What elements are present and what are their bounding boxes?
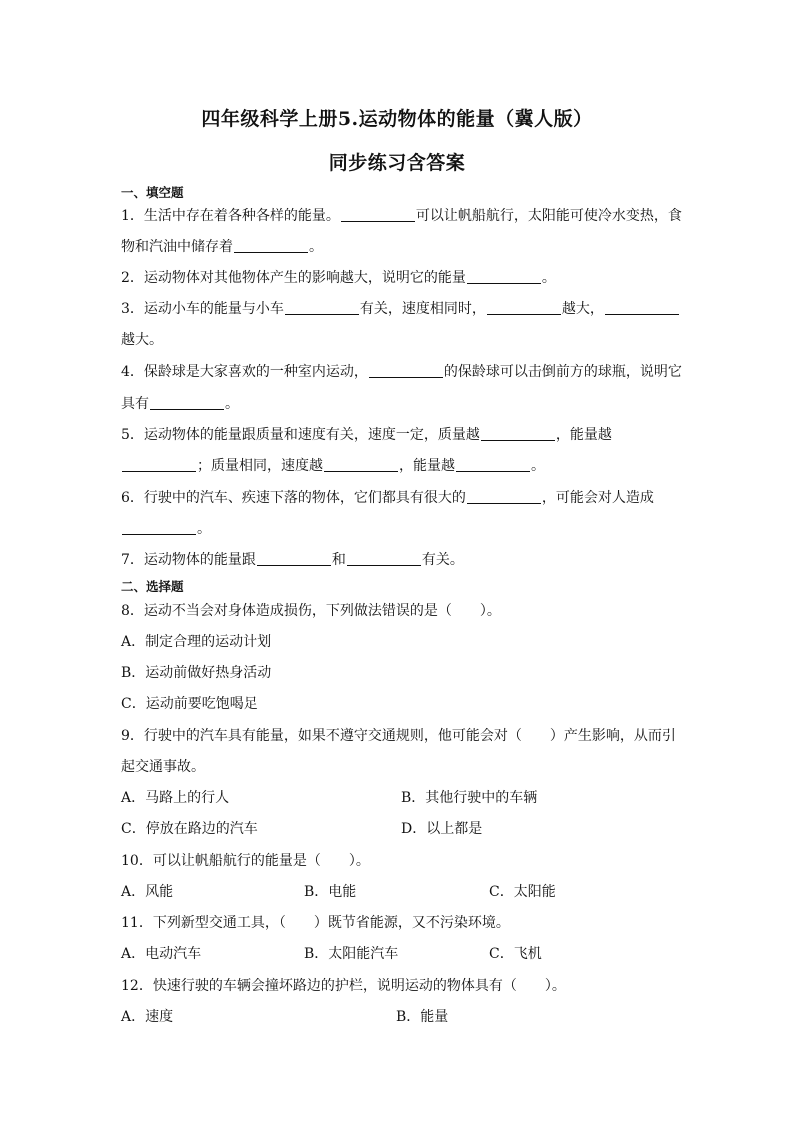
question-9-stem-line1: 9．行驶中的汽车具有能量，如果不遵守交通规则，他可能会对（ ）产生影响，从而引 <box>121 728 676 744</box>
answer-blank[interactable] <box>324 457 398 472</box>
question-9-option-c[interactable]: C．停放在路边的汽车 <box>121 821 258 837</box>
question-11-option-b[interactable]: B．太阳能汽车 <box>304 946 399 962</box>
doc-title-line1: 四年级科学上册5.运动物体的能量（冀人版） <box>201 108 593 130</box>
section-choice-heading: 二、选择题 <box>121 579 184 594</box>
question-4-line1: 4．保龄球是大家喜欢的一种室内运动， 的保龄球可以击倒前方的球瓶，说明它 <box>121 364 682 380</box>
answer-blank[interactable] <box>467 489 541 504</box>
answer-blank[interactable] <box>467 269 541 284</box>
question-8-stem: 8．运动不当会对身体造成损伤，下列做法错误的是（ ）。 <box>121 603 501 619</box>
section-fill-heading: 一、填空题 <box>121 185 184 200</box>
question-10-option-a[interactable]: A．风能 <box>121 884 174 900</box>
question-5-line1: 5．运动物体的能量跟质量和速度有关，速度一定，质量越 ，能量越 <box>121 427 612 443</box>
answer-blank[interactable] <box>605 300 679 315</box>
question-6-line1: 6．行驶中的汽车、疾速下落的物体，它们都具有很大的 ，可能会对人造成 <box>121 490 654 506</box>
question-12-stem: 12．快速行驶的车辆会撞坏路边的护栏，说明运动的物体具有（ ）。 <box>121 978 566 994</box>
question-1-line2: 物和汽油中储存着 。 <box>121 239 323 255</box>
answer-blank[interactable] <box>487 300 561 315</box>
answer-blank[interactable] <box>456 457 530 472</box>
answer-blank[interactable] <box>122 520 196 535</box>
answer-blank[interactable] <box>481 426 555 441</box>
question-11-stem: 11．下列新型交通工具，（ ）既节省能源，又不污染环境。 <box>121 915 510 931</box>
answer-blank[interactable] <box>234 238 308 253</box>
question-12-option-a[interactable]: A．速度 <box>121 1009 174 1025</box>
answer-blank[interactable] <box>369 363 443 378</box>
question-1-line1: 1．生活中存在着各种各样的能量。 可以让帆船航行，太阳能可使冷水变热，食 <box>121 208 682 224</box>
question-9-option-d[interactable]: D．以上都是 <box>401 821 483 837</box>
question-3-line2: 越大。 <box>121 332 163 348</box>
answer-blank[interactable] <box>341 207 415 222</box>
answer-blank[interactable] <box>150 395 224 410</box>
question-8-option-a[interactable]: A．制定合理的运动计划 <box>121 634 272 650</box>
answer-blank[interactable] <box>122 457 196 472</box>
question-10-option-b[interactable]: B．电能 <box>304 884 357 900</box>
question-9-stem-line2: 起交通事故。 <box>121 759 205 775</box>
question-8-option-c[interactable]: C．运动前要吃饱喝足 <box>121 696 258 712</box>
question-8-option-b[interactable]: B．运动前做好热身活动 <box>121 665 272 681</box>
question-4-line2: 具有 。 <box>121 396 239 412</box>
question-5-line2: ；质量相同，速度越 ，能量越 。 <box>121 456 681 476</box>
question-12-option-b[interactable]: B．能量 <box>396 1009 449 1025</box>
doc-title-line2: 同步练习含答案 <box>328 152 466 174</box>
answer-blank[interactable] <box>347 551 421 566</box>
question-2: 2．运动物体对其他物体产生的影响越大，说明它的能量 。 <box>121 270 556 286</box>
question-10-stem: 10．可以让帆船航行的能量是（ ）。 <box>121 853 370 869</box>
question-11-option-a[interactable]: A．电动汽车 <box>121 946 202 962</box>
question-7: 7．运动物体的能量跟 和 有关。 <box>121 552 464 568</box>
question-9-option-b[interactable]: B．其他行驶中的车辆 <box>401 790 538 806</box>
question-10-option-c[interactable]: C．太阳能 <box>489 884 556 900</box>
question-6-line2: 。 <box>121 519 681 539</box>
question-11-option-c[interactable]: C．飞机 <box>489 946 542 962</box>
answer-blank[interactable] <box>257 551 331 566</box>
answer-blank[interactable] <box>285 300 359 315</box>
question-3-line1: 3．运动小车的能量与小车 有关，速度相同时， 越大， <box>121 299 681 319</box>
question-9-option-a[interactable]: A．马路上的行人 <box>121 790 230 806</box>
